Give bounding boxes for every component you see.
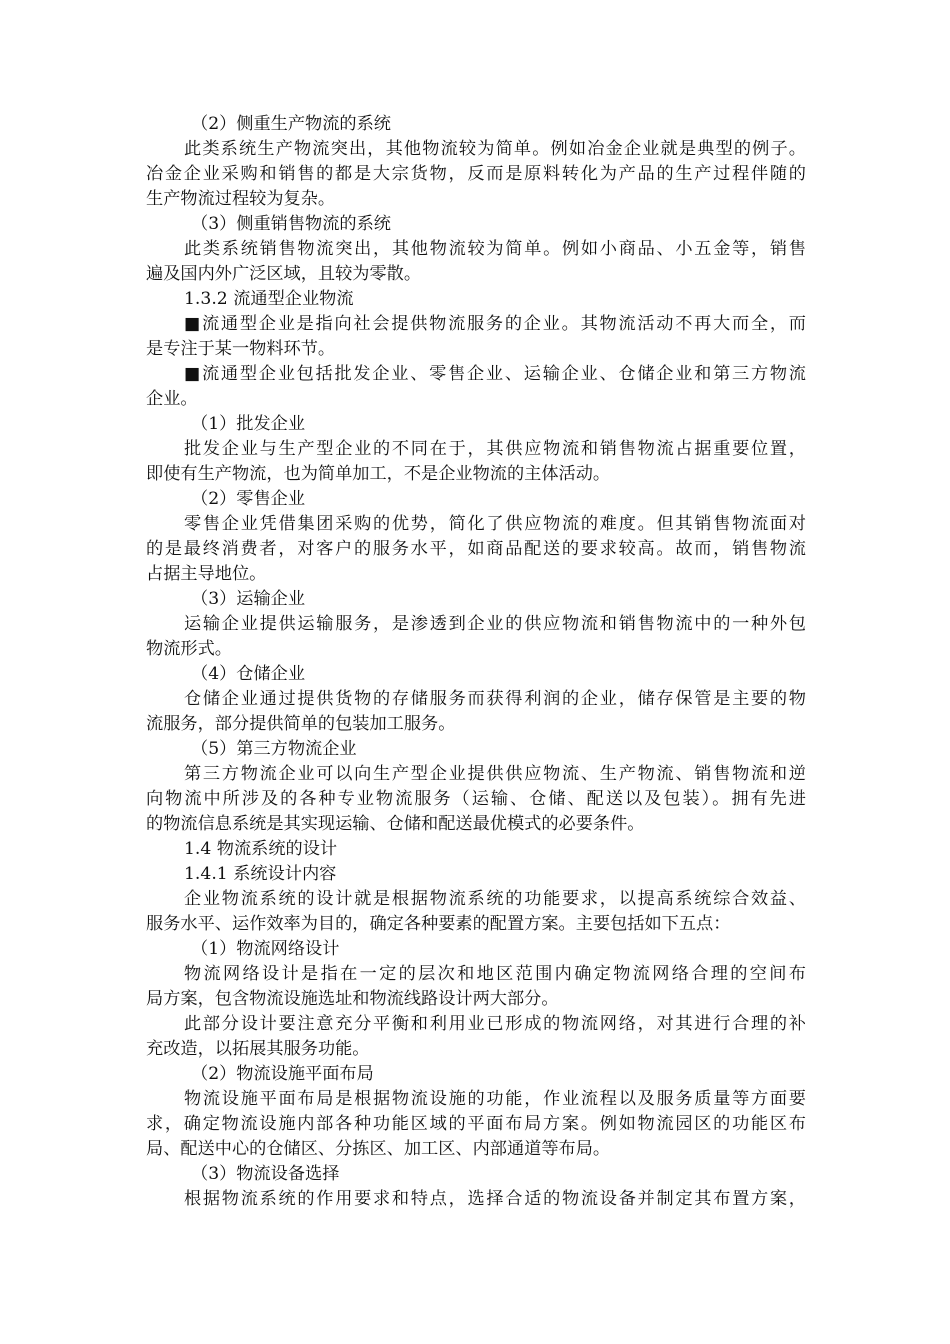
text-line: 企业。 — [146, 389, 198, 409]
text-line: （4）仓储企业 — [191, 664, 306, 684]
text-line: 冶金企业采购和销售的都是大宗货物，反而是原料转化为产品的生产过程伴随的 — [146, 164, 806, 184]
text-line: 服务水平、运作效率为目的，确定各种要素的配置方案。主要包括如下五点： — [146, 914, 731, 934]
text-line: 运输企业提供运输服务，是渗透到企业的供应物流和销售物流中的一种外包 — [184, 614, 806, 634]
document-page — [146, 112, 806, 1212]
text-line: 仓储企业通过提供货物的存储服务而获得利润的企业，储存保管是主要的物 — [184, 689, 806, 709]
text-line: （3）侧重销售物流的系统 — [191, 214, 391, 234]
text-line: 批发企业与生产型企业的不同在于，其供应物流和销售物流占据重要位置， — [184, 439, 806, 459]
text-line: 1.4 物流系统的设计 — [184, 839, 338, 859]
text-line: （3）物流设备选择 — [191, 1164, 340, 1184]
text-line: 零售企业凭借集团采购的优势，简化了供应物流的难度。但其销售物流面对 — [184, 514, 806, 534]
text-line: 充改造，以拓展其服务功能。 — [146, 1039, 370, 1059]
text-line: 物流形式。 — [146, 639, 232, 659]
text-line: 遍及国内外广泛区域，且较为零散。 — [146, 264, 422, 284]
text-line: 此类系统生产物流突出，其他物流较为简单。例如冶金企业就是典型的例子。 — [184, 139, 806, 159]
text-line: 求，确定物流设施内部各种功能区域的平面布局方案。例如物流园区的功能区布 — [146, 1114, 806, 1134]
text-line: 根据物流系统的作用要求和特点，选择合适的物流设备并制定其布置方案， — [184, 1189, 806, 1209]
text-line: 向物流中所涉及的各种专业物流服务（运输、仓储、配送以及包装）。拥有先进 — [146, 789, 806, 809]
text-line: 局、配送中心的仓储区、分拣区、加工区、内部通道等布局。 — [146, 1139, 611, 1159]
text-line: （1）批发企业 — [191, 414, 306, 434]
text-line: 占据主导地位。 — [146, 564, 267, 584]
text-line: ■流通型企业包括批发企业、零售企业、运输企业、仓储企业和第三方物流 — [184, 364, 806, 384]
text-line: 企业物流系统的设计就是根据物流系统的功能要求，以提高系统综合效益、 — [184, 889, 806, 909]
text-line: 局方案，包含物流设施选址和物流线路设计两大部分。 — [146, 989, 559, 1009]
text-line: 此部分设计要注意充分平衡和利用业已形成的物流网络，对其进行合理的补 — [184, 1014, 806, 1034]
text-line: 流服务，部分提供简单的包装加工服务。 — [146, 714, 456, 734]
text-line: （3）运输企业 — [191, 589, 306, 609]
text-line: 是专注于某一物料环节。 — [146, 339, 336, 359]
text-line: 生产物流过程较为复杂。 — [146, 189, 336, 209]
text-line: 此类系统销售物流突出，其他物流较为简单。例如小商品、小五金等，销售 — [184, 239, 806, 259]
text-line: ■流通型企业是指向社会提供物流服务的企业。其物流活动不再大而全，而 — [184, 314, 806, 334]
text-line: 的是最终消费者，对客户的服务水平，如商品配送的要求较高。故而，销售物流 — [146, 539, 806, 559]
text-line: （2）物流设施平面布局 — [191, 1064, 374, 1084]
text-line: 1.4.1 系统设计内容 — [184, 864, 337, 884]
text-line: 1.3.2 流通型企业物流 — [184, 289, 354, 309]
text-line: 即使有生产物流，也为简单加工，不是企业物流的主体活动。 — [146, 464, 611, 484]
text-line: （2）侧重生产物流的系统 — [191, 114, 391, 134]
text-line: 的物流信息系统是其实现运输、仓储和配送最优模式的必要条件。 — [146, 814, 645, 834]
text-line: （1）物流网络设计 — [191, 939, 340, 959]
text-line: 物流设施平面布局是根据物流设施的功能，作业流程以及服务质量等方面要 — [184, 1089, 806, 1109]
text-line: （2）零售企业 — [191, 489, 306, 509]
text-line: （5）第三方物流企业 — [191, 739, 357, 759]
text-line: 物流网络设计是指在一定的层次和地区范围内确定物流网络合理的空间布 — [184, 964, 806, 984]
text-line: 第三方物流企业可以向生产型企业提供供应物流、生产物流、销售物流和逆 — [184, 764, 806, 784]
